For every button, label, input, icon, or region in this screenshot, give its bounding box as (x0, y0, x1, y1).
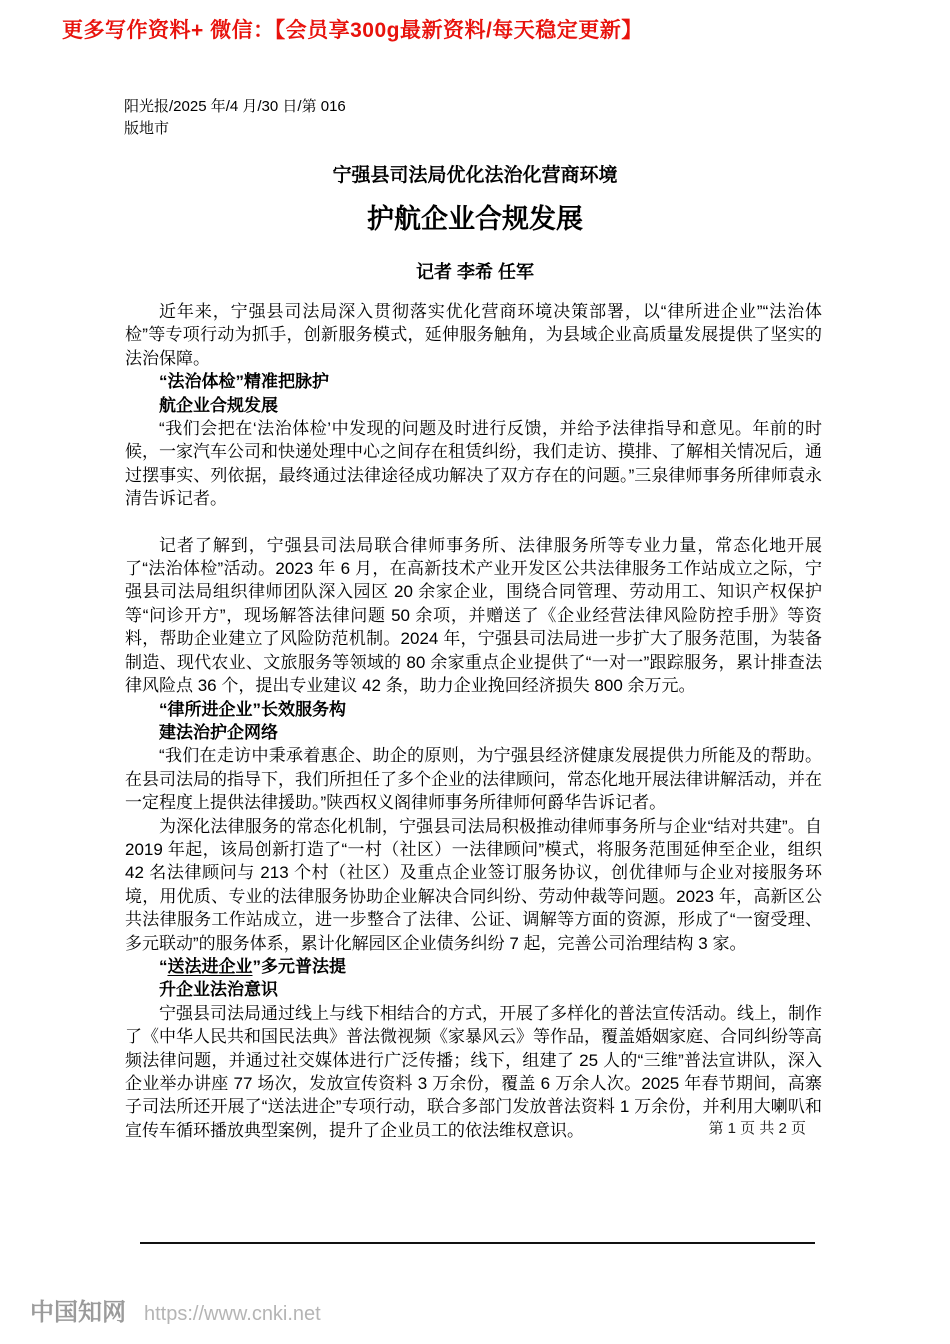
text-run: 升企业法治意识 (159, 980, 278, 1000)
body-paragraph (125, 744, 822, 814)
text-run: “我们会把在‘法治体检’中发现的问题及时进行反馈，并给予法律指导和意见。年前的时候，一家汽车公司和快递处理中心之间存在租赁纠纷，我们走访、摸排、了解相关情况后，通过摆事实、列依据，最终通过法律途径成功解决了双方存在的问题。”三泉律师事务所律师袁永清告诉记者。 (125, 419, 822, 509)
underlined-text: 送法进企业 (167, 956, 253, 976)
body-paragraph (125, 534, 822, 698)
section-subheading (125, 698, 822, 721)
promo-banner: 更多写作资料+ 微信：【会员享300g最新资料/每天稳定更新】 (62, 19, 643, 42)
body-paragraph (125, 815, 822, 955)
section-subheading (125, 721, 822, 744)
section-subheading (125, 955, 822, 978)
article-kicker: 宁强县司法局优化法治化营商环境 (332, 165, 618, 186)
section-subheading (125, 978, 822, 1001)
section-subheading (125, 370, 822, 393)
text-run: 航企业合规发展 (159, 395, 278, 415)
article-body (125, 300, 822, 1142)
text-run: ”多元普法提 (252, 956, 346, 976)
text-run: 记者了解到，宁强县司法局联合律师事务所、法律服务所等专业力量，常态化地开展了“法治体检”活动。2023 年 6 月，在高新技术产业开发区公共法律服务工作站成立之际，宁强县司法局组织律师团队深入园区 20 余家企业，围绕合同管理、劳动用工、知识产权保护等“问诊开方”，现场解答法律问题 50 余项，并赠送了《企业经营法律风险防控手册》等资料，帮助企业建立了风险防范机制。2024 年，宁强县司法局进一步扩大了服务范围，为装备制造、现代农业、文旅服务等领域的 80 余家重点企业提供了“一对一”跟踪服务，累计排查法律风险点 36 个，提出专业建议 42 条，助力企业挽回经济损失 800 余万元。 (125, 535, 822, 696)
footer-divider (140, 1242, 815, 1244)
body-paragraph (125, 417, 822, 511)
text-run: “律所进企业”长效服务构 (159, 699, 346, 719)
page-number: 第 1 页 共 2 页 (708, 1120, 806, 1137)
article-byline: 记者 李希 任军 (415, 262, 534, 282)
text-run: 宁强县司法局通过线上与线下相结合的方式，开展了多样化的普法宣传活动。线上，制作了《中华人民共和国民法典》普法微视频《家暴风云》等作品，覆盖婚姻家庭、合同纠纷等高频法律问题，并通过社交媒体进行广泛传播；线下，组建了 25 人的“三维”普法宣讲队，深入企业举办讲座 77 场次，发放宣传资料 3 万余份，覆盖 6 万余人次。2025 年春节期间，高寨子司法所还开展了“送法进企”专项行动，联合多部门发放普法资料 1 万余份，并利用大喇叭和宣传车循环播放典型案例，提升了企业员工的依法维权意识。 (125, 1003, 822, 1140)
article-title: 护航企业合规发展 (367, 204, 583, 234)
text-run: “我们在走访中秉承着惠企、助企的原则，为宁强县经济健康发展提供力所能及的帮助。在县司法局的指导下，我们所担任了多个企业的法律顾问，常态化地开展法律讲解活动，并在一定程度上提供法律援助。”陕西权义阁律师事务所律师何爵华告诉记者。 (125, 746, 822, 813)
text-run: 近年来，宁强县司法局深入贯彻落实优化营商环境决策部署，以“律所进企业”“法治体检”等专项行动为抓手，创新服务模式，延伸服务触角，为县域企业高质量发展提供了坚实的法治保障。 (125, 302, 822, 368)
cnki-url: https://www.cnki.net (144, 1303, 321, 1325)
text-run: 建法治护企网络 (159, 722, 278, 742)
body-paragraph (125, 300, 822, 370)
cnki-watermark (30, 1292, 321, 1327)
paragraph-spacer (125, 511, 822, 534)
source-info (124, 96, 346, 140)
source-line-1: 阳光报/2025 年/4 月/30 日/第 016 (124, 98, 346, 115)
cnki-logo-text: 中国知网 (30, 1299, 126, 1326)
source-line-2: 版地市 (124, 120, 170, 137)
text-run: 为深化法律服务的常态化机制，宁强县司法局积极推动律师事务所与企业“结对共建”。自 2019 年起，该局创新打造了“一村（社区）一法律顾问”模式，将服务范围延伸至企业，组织 42 名法律顾问与 213 个村（社区）及重点企业签订服务协议，创优律师与企业对接服务环境，用优质、专业的法律服务协助企业解决合同纠纷、劳动仲裁等问题。2023 年，高新区公共法律服务工作站成立，进一步整合了法律、公证、调解等方面的资源，形成了“一窗受理、多元联动”的服务体系，累计化解园区企业债务纠纷 7 起，完善公司治理结构 3 家。 (125, 816, 822, 953)
section-subheading (125, 394, 822, 417)
text-run: “ (159, 956, 168, 976)
text-run: “法治体检”精准把脉护 (159, 372, 329, 392)
